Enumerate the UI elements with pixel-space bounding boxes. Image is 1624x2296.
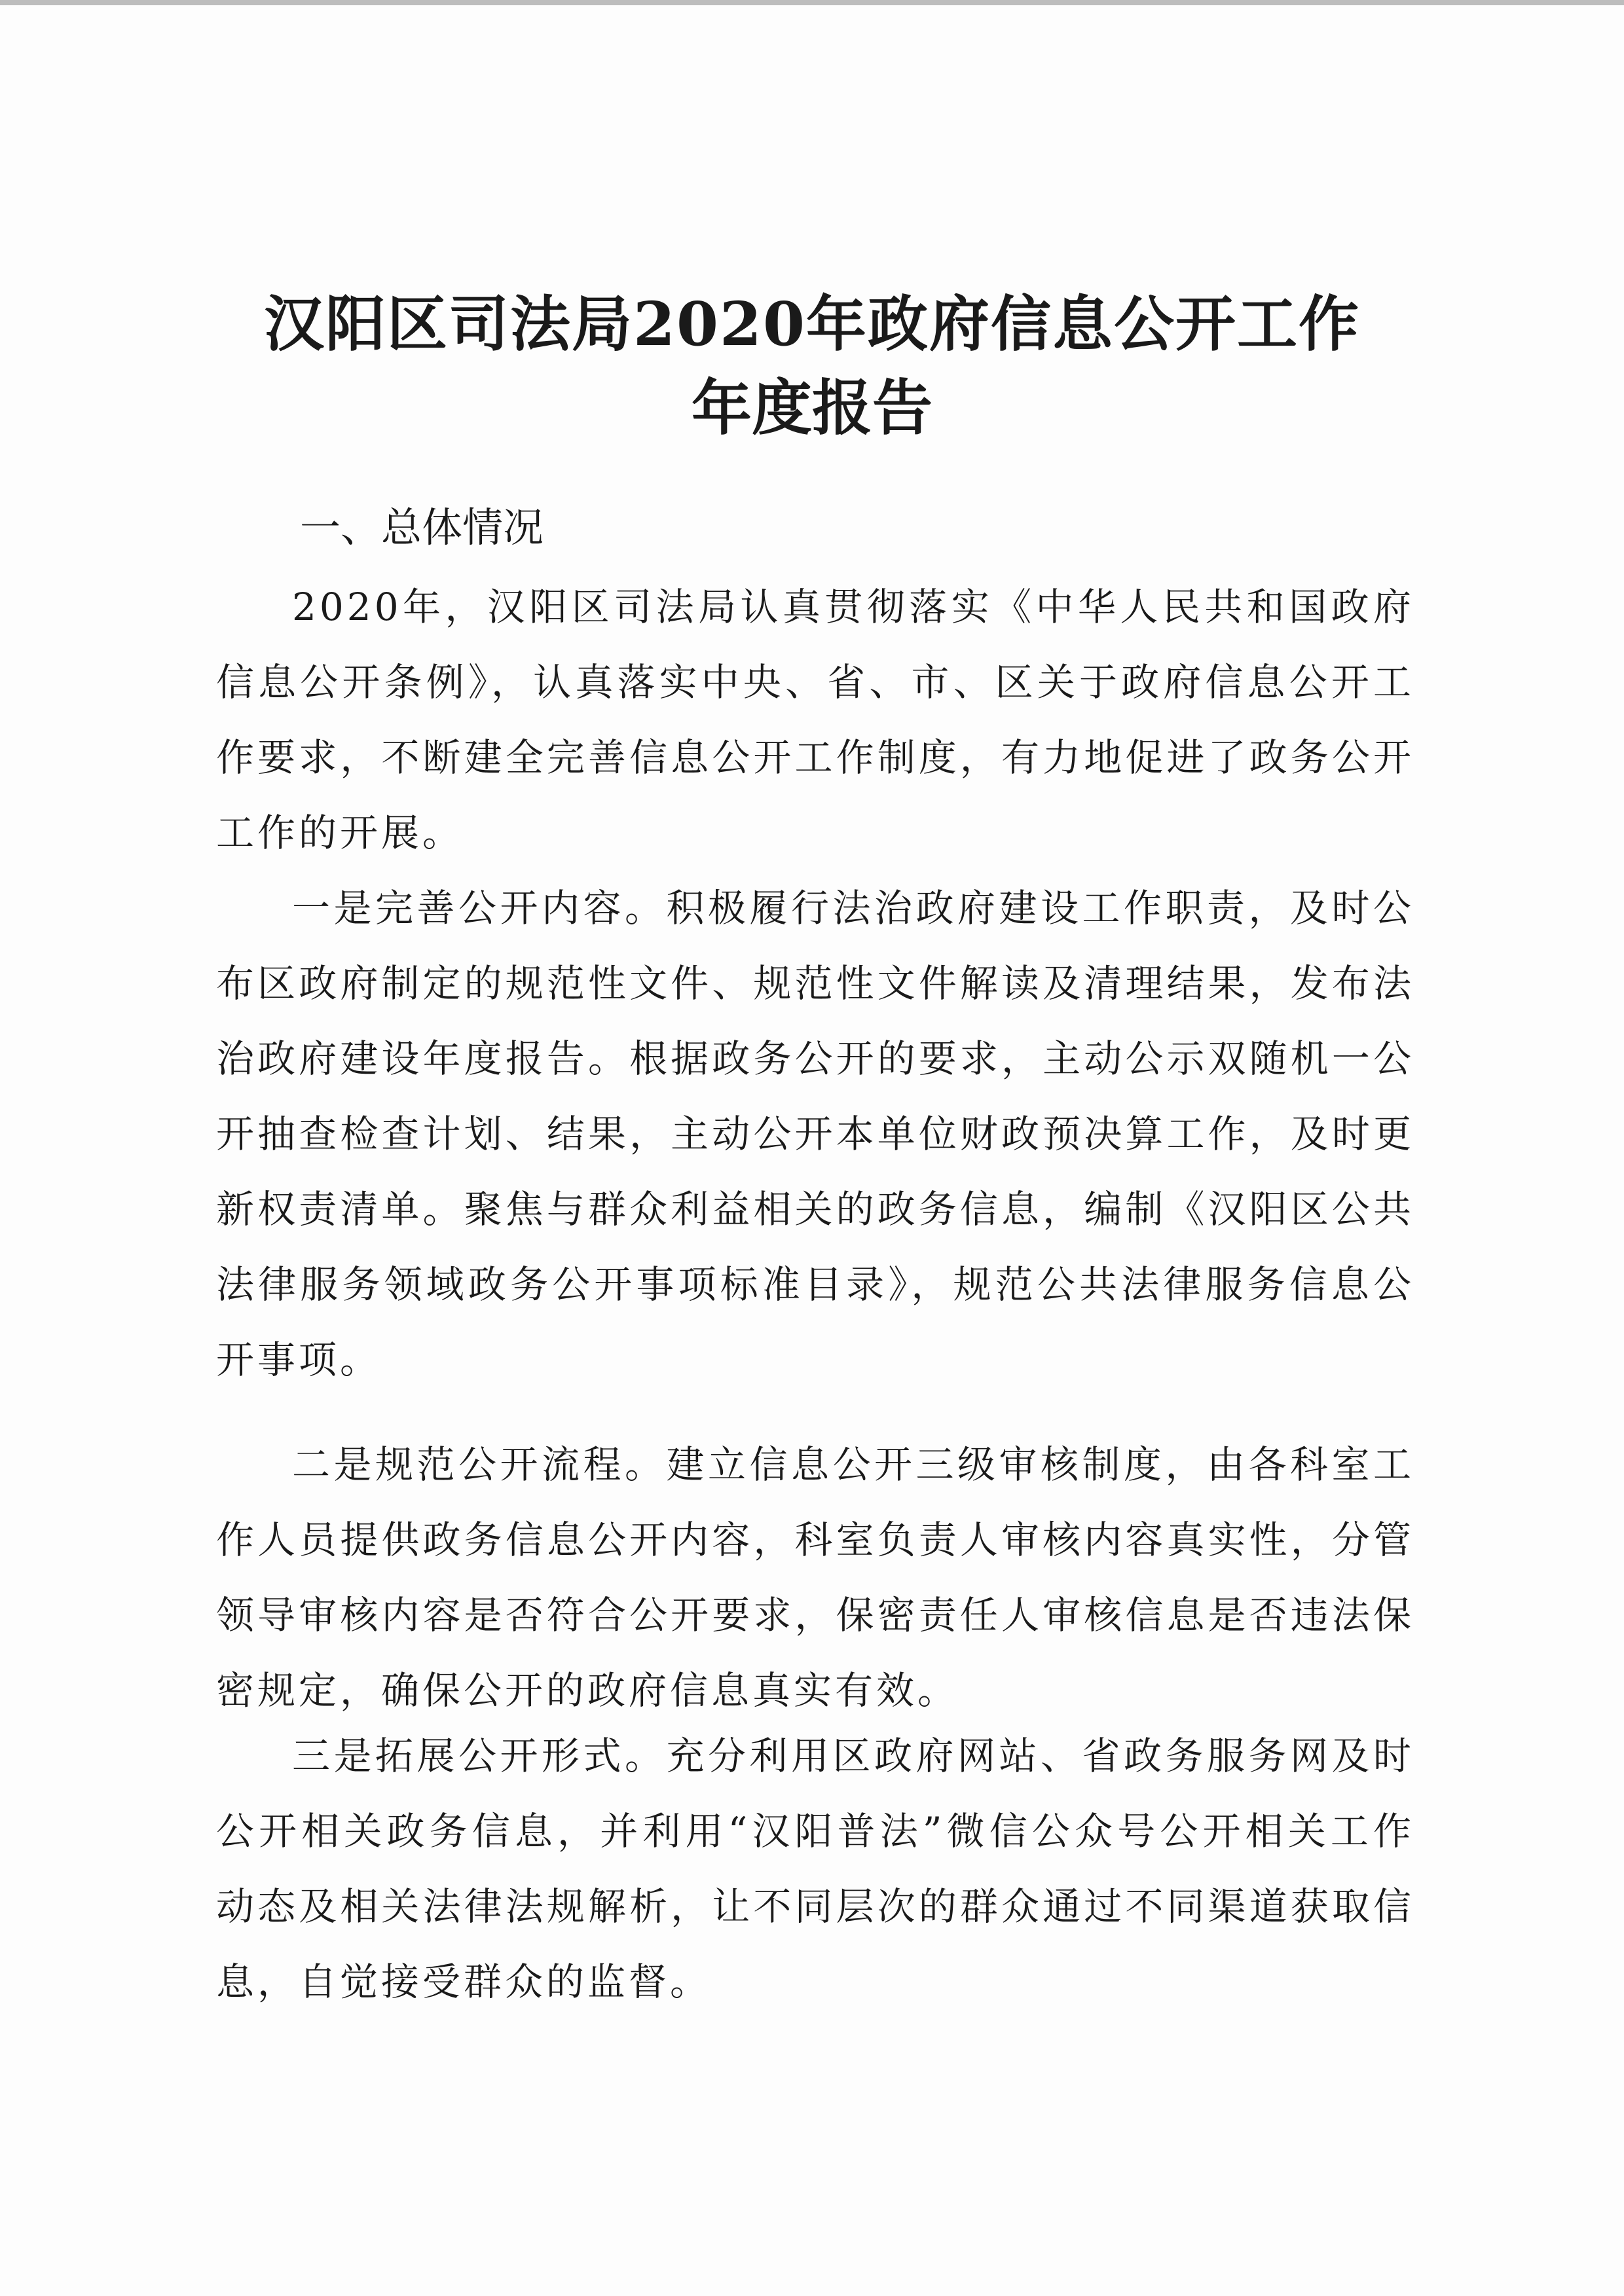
document-title	[0, 278, 1624, 454]
section-heading-overview: 一、总体情况	[300, 503, 544, 551]
paragraph-content: 一是完善公开内容。积极履行法治政府建设工作职责，及时公布区政府制定的规范性文件、规范性文件解读及清理结果，发布法治政府建设年度报告。根据政务公开的要求，主动公示双随机一公开抽查检查计划、结果，主动公开本单位财政预决算工作，及时更新权责清单。聚焦与群众利益相关的政务信息，编制《汉阳区公共法律服务领域政务公开事项标准目录》，规范公共法律服务信息公开事项。	[216, 886, 1414, 1382]
paragraph-overview: 2020年，汉阳区司法局认真贯彻落实《中华人民共和国政府信息公开条例》，认真落实中央、省、市、区关于政府信息公开工作要求，不断建全完善信息公开工作制度，有力地促进了政务公开工作的开展。	[216, 585, 1414, 855]
paragraph-forms: 三是拓展公开形式。充分利用区政府网站、省政务服务网及时公开相关政务信息，并利用“汉阳普法”微信公众号公开相关工作动态及相关法律法规解析，让不同层次的群众通过不同渠道获取信息，自觉接受群众的监督。	[216, 1734, 1414, 2004]
title-line-2: 年度报告	[691, 373, 932, 443]
title-line-1: 汉阳区司法局2020年政府信息公开工作	[263, 289, 1361, 359]
paragraph-process: 二是规范公开流程。建立信息公开三级审核制度，由各科室工作人员提供政务信息公开内容，科室负责人审核内容真实性，分管领导审核内容是否符合公开要求，保密责任人审核信息是否违法保密规定，确保公开的政府信息真实有效。	[216, 1442, 1414, 1713]
scan-top-edge	[0, 0, 1624, 5]
